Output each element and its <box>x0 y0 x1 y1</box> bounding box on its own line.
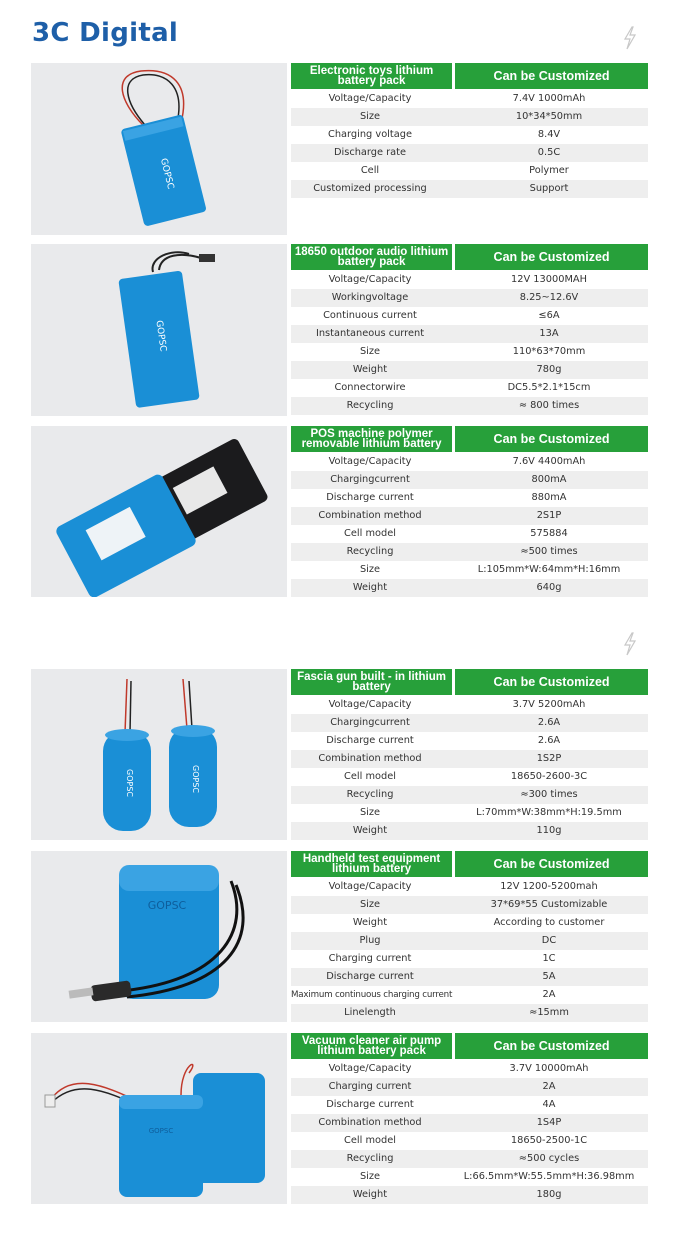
spec-label: Weight <box>352 917 388 928</box>
page-title: 3C Digital <box>32 18 179 48</box>
product-photo <box>31 426 287 597</box>
spec-label: Discharge rate <box>333 147 407 158</box>
spec-label: Weight <box>352 825 388 836</box>
spec-label: Discharge current <box>326 735 414 746</box>
spec-label: Combination method <box>318 1117 422 1128</box>
spec-value: 0.5C <box>537 147 561 158</box>
spec-value: 18650-2500-1C <box>510 1135 588 1146</box>
spec-value: 37*69*55 Customizable <box>490 899 608 910</box>
spec-label: Voltage/Capacity <box>328 456 412 467</box>
spec-label: Linelength <box>344 1007 396 1018</box>
spec-label: Continuous current <box>323 310 417 321</box>
lightning-bolt-icon <box>622 632 638 656</box>
spec-label: Discharge current <box>326 971 414 982</box>
spec-label: Voltage/Capacity <box>328 881 412 892</box>
spec-row <box>291 1060 648 1078</box>
product-name: Handheld test equipment lithium battery <box>291 851 452 877</box>
spec-value: 3.7V 10000mAh <box>509 1063 589 1074</box>
spec-row <box>291 1168 648 1186</box>
spec-value: 180g <box>536 1189 562 1200</box>
spec-value: 880mA <box>531 492 567 503</box>
spec-label: Workingvoltage <box>331 292 409 303</box>
spec-row <box>291 397 648 415</box>
spec-value: According to customer <box>493 917 605 928</box>
spec-value: 12V 13000MAH <box>511 274 587 285</box>
spec-value: 4A <box>542 1099 556 1110</box>
spec-row <box>291 325 648 343</box>
spec-value: Support <box>529 183 569 194</box>
spec-value: 2A <box>542 989 556 1000</box>
spec-row <box>291 1132 648 1150</box>
spec-row <box>291 1096 648 1114</box>
spec-row <box>291 1078 648 1096</box>
spec-value: 575884 <box>530 528 568 539</box>
spec-row <box>291 561 648 579</box>
spec-value: 640g <box>536 582 562 593</box>
spec-row <box>291 343 648 361</box>
spec-row <box>291 968 648 986</box>
spec-row <box>291 289 648 307</box>
spec-value: 1C <box>542 953 556 964</box>
spec-value: ≈300 times <box>520 789 578 800</box>
brand-logo: GOPSC <box>125 769 134 797</box>
spec-row <box>291 1114 648 1132</box>
spec-row <box>291 507 648 525</box>
spec-value: 1S4P <box>536 1117 562 1128</box>
spec-value: 7.6V 4400mAh <box>512 456 586 467</box>
spec-label: Instantaneous current <box>315 328 425 339</box>
spec-row <box>291 361 648 379</box>
spec-label: Weight <box>352 1189 388 1200</box>
spec-value: 10*34*50mm <box>515 111 583 122</box>
spec-row <box>291 271 648 289</box>
spec-table <box>291 244 648 415</box>
spec-row <box>291 379 648 397</box>
spec-row <box>291 950 648 968</box>
spec-value: 8.25~12.6V <box>519 292 579 303</box>
spec-row <box>291 489 648 507</box>
spec-label: Maximum continuous charging current <box>291 990 453 1000</box>
product-photo <box>31 63 287 235</box>
spec-label: Cell model <box>344 1135 396 1146</box>
spec-value: L:70mm*W:38mm*H:19.5mm <box>476 807 622 818</box>
spec-label: Voltage/Capacity <box>328 1063 412 1074</box>
spec-label: Size <box>359 1171 381 1182</box>
spec-label: Recycling <box>346 546 394 557</box>
spec-value: 1S2P <box>536 753 562 764</box>
spec-value: 2A <box>542 1081 556 1092</box>
spec-value: Polymer <box>529 165 569 176</box>
spec-label: Size <box>359 899 381 910</box>
spec-value: 2.6A <box>537 735 561 746</box>
customize-badge: Can be Customized <box>455 1033 648 1059</box>
spec-row <box>291 162 648 180</box>
brand-logo: GOPSC <box>147 899 187 912</box>
spec-row <box>291 804 648 822</box>
spec-table <box>291 426 648 597</box>
spec-value: 7.4V 1000mAh <box>512 93 586 104</box>
spec-row <box>291 878 648 896</box>
spec-row <box>291 714 648 732</box>
spec-value: 2S1P <box>536 510 562 521</box>
lightning-bolt-icon <box>622 26 638 50</box>
spec-value: 5A <box>542 971 556 982</box>
spec-label: Discharge current <box>326 492 414 503</box>
spec-table <box>291 669 648 840</box>
product-photo <box>31 669 287 840</box>
customize-badge: Can be Customized <box>455 669 648 695</box>
product-name: Electronic toys lithium battery pack <box>291 63 452 89</box>
spec-row <box>291 696 648 714</box>
spec-value: ≈ 800 times <box>518 400 580 411</box>
spec-row <box>291 180 648 198</box>
spec-row <box>291 932 648 950</box>
spec-value: ≈15mm <box>529 1007 569 1018</box>
product-name: 18650 outdoor audio lithium battery pack <box>291 244 452 270</box>
spec-row <box>291 579 648 597</box>
spec-row <box>291 986 648 1004</box>
product-photo <box>31 1033 287 1204</box>
product-photo <box>31 851 287 1022</box>
customize-badge: Can be Customized <box>455 851 648 877</box>
spec-value: L:105mm*W:64mm*H:16mm <box>477 564 621 575</box>
spec-row <box>291 768 648 786</box>
spec-value: 3.7V 5200mAh <box>512 699 586 710</box>
spec-row <box>291 1186 648 1204</box>
spec-row <box>291 1004 648 1022</box>
brand-logo: GOPSC <box>191 765 200 793</box>
customize-badge: Can be Customized <box>455 63 648 89</box>
spec-value: ≈500 cycles <box>518 1153 580 1164</box>
spec-row <box>291 90 648 108</box>
spec-value: DC <box>541 935 557 946</box>
spec-label: Charging current <box>328 953 412 964</box>
spec-row <box>291 108 648 126</box>
customize-badge: Can be Customized <box>455 244 648 270</box>
spec-value: 13A <box>539 328 559 339</box>
brand-logo: GOPSC <box>153 319 168 353</box>
spec-value: 780g <box>536 364 562 375</box>
spec-label: Discharge current <box>326 1099 414 1110</box>
spec-label: Chargingcurrent <box>330 717 410 728</box>
spec-value: 800mA <box>531 474 567 485</box>
spec-row <box>291 914 648 932</box>
spec-value: DC5.5*2.1*15cm <box>507 382 591 393</box>
spec-label: Customized processing <box>313 183 427 194</box>
spec-label: Combination method <box>318 510 422 521</box>
spec-label: Cell <box>360 165 380 176</box>
spec-row <box>291 732 648 750</box>
spec-label: Voltage/Capacity <box>328 699 412 710</box>
spec-value: ≤6A <box>538 310 560 321</box>
spec-label: Size <box>359 111 381 122</box>
spec-row <box>291 750 648 768</box>
brand-logo: GOPSC <box>148 1127 174 1135</box>
product-name: Vacuum cleaner air pump lithium battery pack <box>291 1033 452 1059</box>
customize-badge: Can be Customized <box>455 426 648 452</box>
spec-value: L:66.5mm*W:55.5mm*H:36.98mm <box>463 1171 635 1182</box>
spec-label: Voltage/Capacity <box>328 274 412 285</box>
spec-row <box>291 453 648 471</box>
spec-label: Voltage/Capacity <box>328 93 412 104</box>
spec-row <box>291 144 648 162</box>
spec-row <box>291 525 648 543</box>
spec-label: Charging voltage <box>328 129 412 140</box>
spec-row <box>291 307 648 325</box>
spec-row <box>291 786 648 804</box>
brand-logo: GOPSC <box>157 157 176 191</box>
spec-value: 18650-2600-3C <box>510 771 588 782</box>
spec-row <box>291 471 648 489</box>
spec-label: Charging current <box>328 1081 412 1092</box>
spec-label: Combination method <box>318 753 422 764</box>
spec-label: Cell model <box>344 771 396 782</box>
spec-label: Size <box>359 564 381 575</box>
spec-value: 2.6A <box>537 717 561 728</box>
spec-label: Size <box>359 346 381 357</box>
spec-label: Size <box>359 807 381 818</box>
spec-label: Recycling <box>346 400 394 411</box>
spec-row <box>291 896 648 914</box>
spec-row <box>291 822 648 840</box>
spec-table <box>291 1033 648 1204</box>
spec-value: 8.4V <box>537 129 561 140</box>
spec-label: Connectorwire <box>334 382 406 393</box>
spec-value: 12V 1200-5200mah <box>500 881 598 892</box>
spec-label: Chargingcurrent <box>330 474 410 485</box>
spec-table <box>291 63 648 198</box>
spec-label: Cell model <box>344 528 396 539</box>
spec-row <box>291 126 648 144</box>
spec-value: ≈500 times <box>520 546 578 557</box>
product-name: POS machine polymer removable lithium battery <box>291 426 452 452</box>
spec-label: Recycling <box>346 1153 394 1164</box>
spec-value: 110*63*70mm <box>512 346 586 357</box>
spec-value: 110g <box>536 825 562 836</box>
spec-label: Plug <box>359 935 381 946</box>
spec-label: Weight <box>352 364 388 375</box>
spec-label: Recycling <box>346 789 394 800</box>
spec-row <box>291 1150 648 1168</box>
spec-table <box>291 851 648 1022</box>
product-name: Fascia gun built - in lithium battery <box>291 669 452 695</box>
product-photo <box>31 244 287 416</box>
spec-label: Weight <box>352 582 388 593</box>
spec-row <box>291 543 648 561</box>
